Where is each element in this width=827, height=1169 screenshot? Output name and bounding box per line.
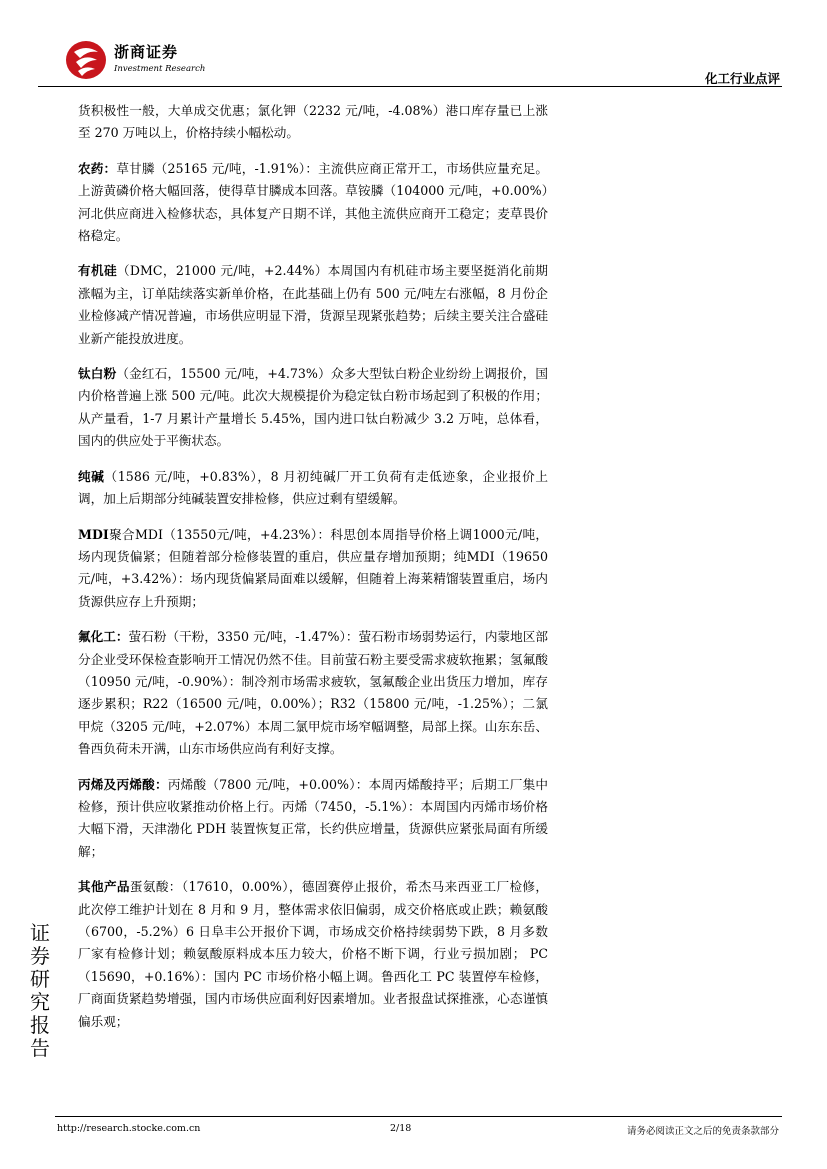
page-header: [0, 0, 827, 95]
paragraph-keyword: 农药：: [78, 160, 117, 176]
paragraph-text: 聚合MDI（13550元/吨，+4.23%）：科思创本周指导价格上调1000元/吨，场内现货偏紧；但随着部分检修装置的重启，供应量存增加预期；纯MDI（19650元/吨，+3.42%）：场内现货偏紧局面难以缓解，但随着上海莱精馏装置重启，场内货源供应存上升预期；: [78, 526, 548, 609]
body-paragraph-fluorochemicals: [78, 626, 548, 760]
footer-url-link[interactable]: http://research.stocke.com.cn: [57, 1123, 201, 1134]
body-paragraph-soda-ash: [78, 466, 548, 511]
paragraph-text: 草甘膦（25165 元/吨，-1.91%）：主流供应商正常开工，市场供应量充足。上游黄磷价格大幅回落，使得草甘膦成本回落。草铵膦（104000 元/吨，+0.00%）河北供应商进入检修状态，具体复产日期不详，其他主流供应商开工稳定；麦草畏价格稳定。: [78, 160, 548, 244]
paragraph-text: 货积极性一般，大单成交优惠；氯化钾（2232 元/吨，-4.08%）港口库存量已上涨至 270 万吨以上，价格持续小幅松动。: [78, 103, 548, 141]
side-label-char: 研: [30, 967, 50, 991]
paragraph-text: 蛋氨酸：（17610，0.00%），德固赛停止报价，希杰马来西亚工厂检修，此次停工维护计划在 8 月和 9 月，整体需求依旧偏弱，成交价格底或止跌；赖氨酸（6700，-5.2%）6 日阜丰公开报价下调，市场成交价格持续弱势下跌，8 月多数厂家有检修计划；赖氨酸原料成本压力较大，价格不断下调，行业亏损加剧； PC（15690，+0.16%）：国内 PC 市场价格小幅上调。鲁西化工 PC 装置停车检修，厂商面货紧趋势增强，国内市场供应面利好因素增加。业者报盘试探推涨，心态谨慎偏乐观；: [78, 879, 548, 1029]
body-paragraph-mdi: [78, 524, 548, 614]
footer-disclaimer: 请务必阅读正文之后的免责条款部分: [626, 1126, 779, 1137]
footer-page-number: 2/18: [390, 1123, 412, 1134]
paragraph-text: （金红石，15500 元/吨，+4.73%）众多大型钛白粉企业纷纷上调报价，国内价格普遍上涨 500 元/吨。此次大规模提价为稳定钛白粉市场起到了积极的作用；从产量看，1-7 月累计产量增长 5.45%，国内进口钛白粉减少 3.2 万吨，总体看，国内的供应处于平衡状态。: [78, 366, 548, 449]
paragraph-text: 丙烯酸（7800 元/吨，+0.00%）：本周丙烯酸持平；后期工厂集中检修，预计供应收紧推动价格上行。丙烯（7450，-5.1%）：本周国内丙烯市场价格大幅下滑，天津渤化 PDH 装置恢复正常，长约供应增量，货源供应紧张局面有所缓解；: [78, 776, 548, 859]
paragraph-keyword: 有机硅: [78, 263, 117, 279]
paragraph-keyword: 钛白粉: [78, 366, 117, 382]
paragraph-keyword: 丙烯及丙烯酸：: [78, 776, 168, 792]
brand-name-en: Investment Research: [114, 64, 206, 74]
brand-name-cn: 浙商证券: [114, 43, 179, 61]
paragraph-keyword: 其他产品: [78, 879, 130, 895]
paragraph-keyword: 纯碱: [78, 468, 105, 484]
body-paragraph-propylene-acrylic-acid: [78, 774, 548, 864]
body-paragraph-potash: [78, 100, 548, 145]
body-paragraph-other-products: [78, 876, 548, 1033]
paragraph-keyword: MDI: [78, 526, 109, 542]
paragraph-text: （1586 元/吨，+0.83%），8 月初纯碱厂开工负荷有走低迹象，企业报价上调，加上后期部分纯碱装置安排检修，供应过剩有望缓解。: [78, 468, 548, 507]
side-label-char: 告: [30, 1036, 50, 1060]
body-paragraph-silicone: [78, 260, 548, 350]
paragraph-text: 萤石粉（干粉，3350 元/吨，-1.47%）：萤石粉市场弱势运行，内蒙地区部分企业受环保检查影响开工情况仍然不佳。目前萤石粉主要受需求疲软拖累；氢氟酸（10950 元/吨，-0.90%）：制冷剂市场需求疲软，氢氟酸企业出货压力增加，库存逐步累积；R22（16500 元/吨，0.00%）；R32（15800 元/吨，-1.25%）；二氯甲烷（3205 元/吨，+2.07%）本周二氯甲烷市场窄幅调整，局部上探。山东东岳、鲁西负荷未开满，山东市场供应尚有利好支撑。: [78, 629, 549, 757]
report-body: [78, 100, 548, 1033]
header-divider: [38, 86, 782, 87]
paragraph-keyword: 氟化工：: [78, 629, 129, 645]
side-label-char: 券: [30, 944, 50, 968]
footer-divider: [55, 1116, 782, 1117]
side-label-char: 报: [30, 1013, 50, 1037]
body-paragraph-pesticides: [78, 158, 548, 248]
side-label-securities-research-report: [30, 922, 50, 1060]
report-section-title: 化工行业点评: [704, 71, 780, 86]
side-label-char: 究: [30, 990, 50, 1014]
zheshang-securities-logo-icon: [64, 38, 108, 82]
body-paragraph-titanium-dioxide: [78, 363, 548, 453]
paragraph-text: （DMC，21000 元/吨，+2.44%）本周国内有机硅市场主要坚挺消化前期涨幅为主，订单陆续落实新单价格，在此基础上仍有 500 元/吨左右涨幅，8 月份企业检修减产情况普遍，市场供应明显下滑，货源呈现紧张趋势；后续主要关注合盛硅业新产能投放进度。: [78, 263, 549, 346]
side-label-char: 证: [30, 921, 50, 945]
